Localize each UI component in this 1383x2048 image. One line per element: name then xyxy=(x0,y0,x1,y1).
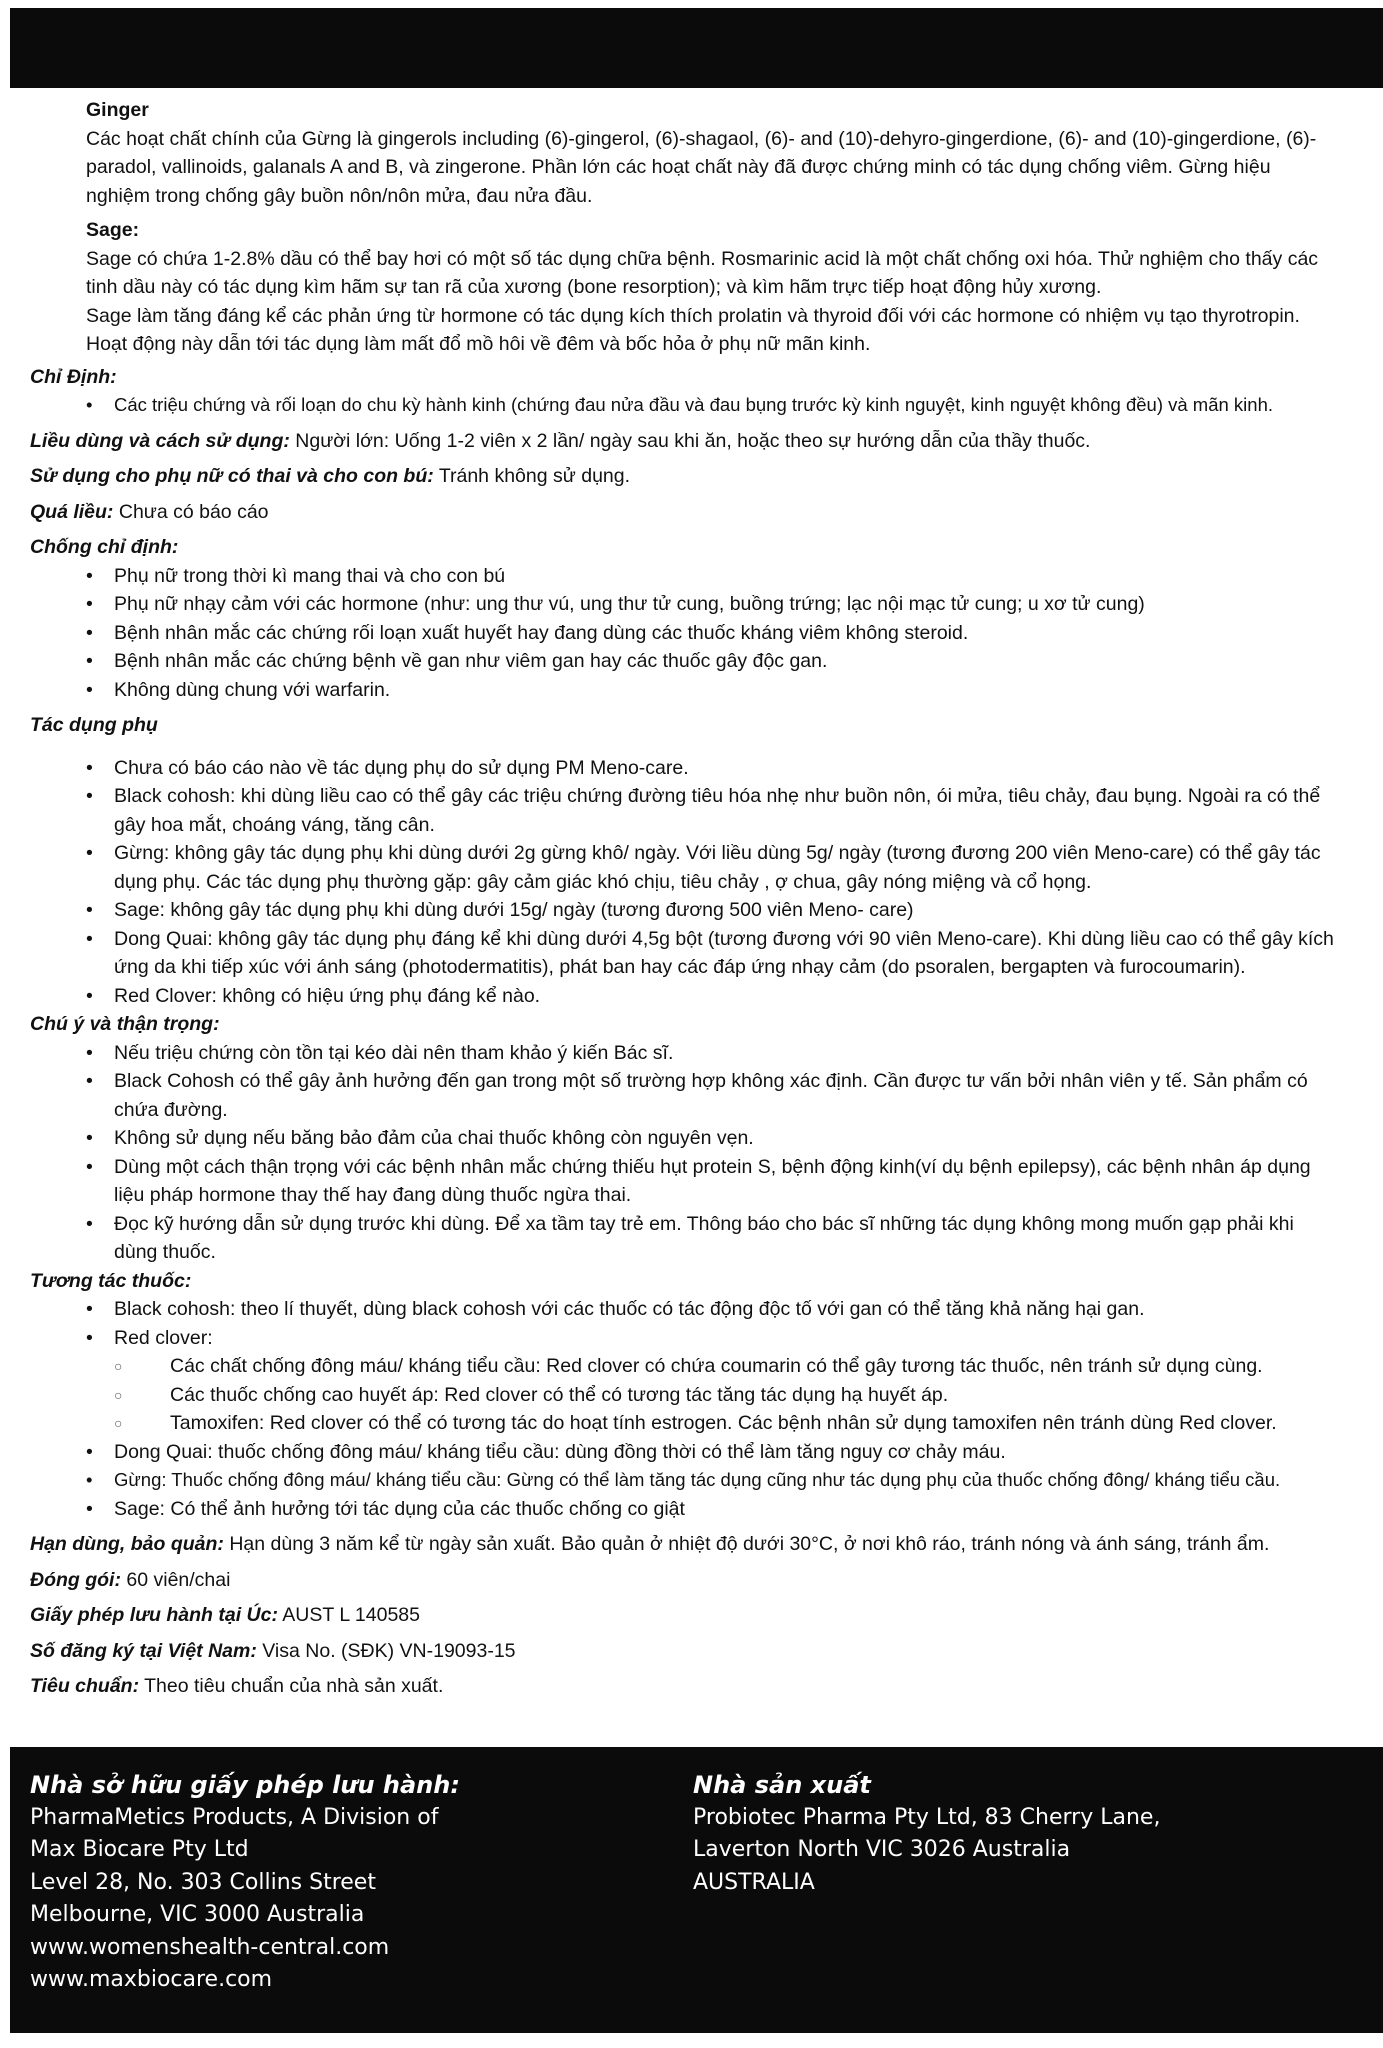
indications-section xyxy=(30,363,1338,420)
section-text: Visa No. (SĐK) VN-19093-15 xyxy=(256,1639,516,1662)
list-item: • Dong Quai: không gây tác dụng phụ đáng kể khi dùng dưới 4,5g bột (tương đương với 90 viên Meno-care). Khi dùng liều cao có thể gây kích ứng da khi tiếp xúc với ánh sáng (photodermatitis), phát ban hay các đáp ứng nhạy cảm (do psoralen, bergapten và furocoumarin). xyxy=(30,925,1338,982)
license-holder-block xyxy=(30,1769,460,1997)
bullet-icon: • xyxy=(86,650,93,672)
storage-section xyxy=(30,1530,1338,1559)
section-label: Đóng gói: xyxy=(30,1568,121,1591)
bullet-icon: • xyxy=(86,1041,93,1064)
list-item: • Red Clover: không có hiệu ứng phụ đáng kể nào. xyxy=(30,982,1338,1011)
ingredient-sage xyxy=(0,216,1383,359)
bullet-icon: • xyxy=(86,678,93,701)
section-heading: Tương tác thuốc: xyxy=(30,1269,192,1292)
list-item: • Chưa có báo cáo nào về tác dụng phụ do sử dụng PM Meno-care. xyxy=(30,754,1338,783)
overdose-section xyxy=(30,498,1338,527)
list-item: • Gừng: Thuốc chống đông máu/ kháng tiểu cầu: Gừng có thể làm tăng tác dụng cũng như tác dụng phụ của thuốc chống đông/ kháng tiểu cầu. xyxy=(30,1466,1338,1495)
section-label: Số đăng ký tại Việt Nam: xyxy=(30,1639,257,1662)
address-line: Level 28, No. 303 Collins Street xyxy=(30,1869,376,1895)
circle-bullet-icon: ○ xyxy=(114,1358,123,1374)
section-text: AUST L 140585 xyxy=(277,1604,420,1626)
ingredient-ginger xyxy=(0,96,1383,210)
list-item: • Black Cohosh có thể gây ảnh hưởng đến gan trong một số trường hợp không xác định. Cần được tư vấn bởi nhân viên y tế. Sản phẩm có chứa đường. xyxy=(30,1067,1338,1124)
list-item: • Sage: Có thể ảnh hưởng tới tác dụng của các thuốc chống co giật xyxy=(30,1495,1338,1524)
circle-bullet-icon: ○ xyxy=(114,1415,123,1431)
list-item: • Nếu triệu chứng còn tồn tại kéo dài nên tham khảo ý kiến Bác sĩ. xyxy=(30,1039,1338,1068)
address-line: Max Biocare Pty Ltd xyxy=(30,1837,249,1862)
section-label: Tiêu chuẩn: xyxy=(30,1675,140,1697)
precautions-section xyxy=(30,1010,1338,1267)
section-text: Theo tiêu chuẩn của nhà sản xuất. xyxy=(139,1675,444,1697)
interactions-list xyxy=(30,1295,1338,1523)
bullet-icon: • xyxy=(86,1155,93,1178)
section-label: Quá liều: xyxy=(30,500,114,523)
dosage-section xyxy=(30,427,1338,456)
section-heading: Chỉ Định: xyxy=(30,365,117,388)
address-line: Melbourne, VIC 3000 Australia xyxy=(30,1902,365,1927)
ingredient-text: Các hoạt chất chính của Gừng là gingerols including (6)-gingerol, (6)-shagaol, (6)- and (10)-dehyro-gingerdione, (6)- and (10)-gingerdione, (6)-paradol, vallinoids, galanals A and B, và zingerone. Phần lớn các hoạt chất này đã được chứng minh có tác dụng chống viêm. Gừng hiệu nghiệm trong chống gây buồn nôn/nôn mửa, đau nửa đầu. xyxy=(86,127,1317,207)
circle-bullet-icon: ○ xyxy=(114,1386,123,1403)
bullet-icon: • xyxy=(86,1326,93,1349)
sub-list-item: ○ Các chất chống đông máu/ kháng tiểu cầu: Red clover có chứa coumarin có thể gây tương tác thuốc, nên tránh sử dụng cùng. xyxy=(30,1352,1338,1381)
list-item: • Black cohosh: khi dùng liều cao có thể gây các triệu chứng đường tiêu hóa nhẹ như buồn nôn, ói mửa, tiêu chảy, đau bụng. Ngoài ra có thể gây hoa mắt, choáng váng, tăng cân. xyxy=(30,782,1338,839)
side-effects-section xyxy=(30,711,1338,1010)
list-item: • Không dùng chung với warfarin. xyxy=(30,676,1338,705)
list-item: • Bệnh nhân mắc các chứng rối loạn xuất huyết hay đang dùng các thuốc kháng viêm không steroid. xyxy=(30,619,1338,648)
bullet-icon: • xyxy=(86,984,93,1007)
indications-list xyxy=(30,391,1338,420)
list-item: • Red clover: ○ Các chất chống đông máu/ kháng tiểu cầu: Red clover có chứa coumarin có thể gây tương tác thuốc, nên tránh sử dụng cùng. ○ Các thuốc chống cao huyết áp: Red clover có thể có tương tác tăng tác dụng hạ huyết áp. ○ Tamoxifen: Red clover có thể có tương tác do hoạt tính estrogen. Các bệnh nhân sử dụng tamoxifen nên tránh dùng Red clover. xyxy=(30,1324,1338,1438)
bullet-icon: • xyxy=(86,785,93,807)
ingredient-text: Sage có chứa 1-2.8% dầu có thể bay hơi có một số tác dụng chữa bệnh. Rosmarinic acid là một chất chống oxi hóa. Thử nghiệm cho thấy các tinh dầu này có tác dụng kìm hãm sự tan rã của xương (bone resorption); và kìm hãm trực tiếp hoạt động hủy xương. xyxy=(86,247,1319,298)
section-label: Hạn dùng, bảo quản: xyxy=(30,1533,224,1555)
sub-list-item: ○ Các thuốc chống cao huyết áp: Red clover có thể có tương tác tăng tác dụng hạ huyết áp. xyxy=(30,1381,1338,1410)
list-item: • Black cohosh: theo lí thuyết, dùng black cohosh với các thuốc có tác động độc tố với gan có thể tăng khả năng hại gan. xyxy=(30,1295,1338,1324)
footer-panel xyxy=(10,1747,1383,2033)
section-text: Người lớn: Uống 1-2 viên x 2 lần/ ngày sau khi ăn, hoặc theo sự hướng dẫn của thầy thuốc. xyxy=(289,429,1091,452)
section-text: Chưa có báo cáo xyxy=(113,500,269,523)
standard-section xyxy=(30,1672,1338,1701)
interactions-section xyxy=(30,1267,1338,1524)
list-item: • Phụ nữ trong thời kì mang thai và cho con bú xyxy=(30,562,1338,591)
bullet-icon: • xyxy=(86,1469,93,1490)
bullet-icon: • xyxy=(86,756,93,779)
address-line: AUSTRALIA xyxy=(693,1869,815,1895)
bullet-icon: • xyxy=(86,593,93,615)
section-label: Sử dụng cho phụ nữ có thai và cho con bú: xyxy=(30,465,434,487)
vn-registration-section xyxy=(30,1637,1338,1666)
address-line: PharmaMetics Products, A Division of xyxy=(30,1804,439,1830)
packaging-section xyxy=(30,1566,1338,1595)
bullet-icon: • xyxy=(86,394,93,415)
section-heading: Chống chỉ định: xyxy=(30,536,179,558)
list-item: • Sage: không gây tác dụng phụ khi dùng dưới 15g/ ngày (tương đương 500 viên Meno- care) xyxy=(30,896,1338,925)
ingredient-text: Sage làm tăng đáng kể các phản ứng từ hormone có tác dụng kích thích prolatin và thyroid đối với các hormone có nhiệm vụ tạo thyrotropin. Hoạt động này dẫn tới tác dụng làm mất đổ mồ hôi về đêm và bốc hỏa ở phụ nữ mãn kinh. xyxy=(86,304,1300,355)
address-line: Probiotec Pharma Pty Ltd, 83 Cherry Lane, xyxy=(693,1804,1161,1830)
manufacturer-block xyxy=(693,1769,1160,1899)
section-heading: Chú ý và thận trọng: xyxy=(30,1013,220,1035)
list-item: • Dùng một cách thận trọng với các bệnh nhân mắc chứng thiếu hụt protein S, bệnh động kinh(ví dụ bệnh epilepsy), các bệnh nhân áp dụng liệu pháp hormone thay thế hay đang dùng thuốc ngừa thai. xyxy=(30,1153,1338,1210)
red-clover-sublist xyxy=(114,1352,1338,1438)
contraindications-section xyxy=(30,533,1338,704)
sub-list-item: ○ Tamoxifen: Red clover có thể có tương tác do hoạt tính estrogen. Các bệnh nhân sử dụng tamoxifen nên tránh dùng Red clover. xyxy=(30,1409,1338,1438)
section-text: Hạn dùng 3 năm kể từ ngày sản xuất. Bảo quản ở nhiệt độ dưới 30°C, ở nơi khô ráo, tránh nóng và ánh sáng, tránh ẩm. xyxy=(223,1533,1270,1555)
precautions-list xyxy=(30,1039,1338,1267)
au-license-section xyxy=(30,1601,1338,1630)
side-effects-list xyxy=(30,754,1338,1011)
contraindications-list xyxy=(30,562,1338,705)
manufacturer-title: Nhà sản xuất xyxy=(693,1771,871,1799)
bullet-icon: • xyxy=(86,1212,93,1235)
website-link[interactable]: www.womenshealth-central.com xyxy=(30,1934,390,1960)
list-item: • Phụ nữ nhạy cảm với các hormone (như: ung thư vú, ung thư tử cung, buồng trứng; lạc nội mạc tử cung; u xơ tử cung) xyxy=(30,590,1338,619)
ingredient-title: Ginger xyxy=(86,99,149,121)
section-label: Liều dùng và cách sử dụng: xyxy=(30,429,290,452)
list-item: • Gừng: không gây tác dụng phụ khi dùng dưới 2g gừng khô/ ngày. Với liều dùng 5g/ ngày (tương đương 200 viên Meno-care) có thể gây tác dụng phụ. Các tác dụng phụ thường gặp: gây cảm giác khó chịu, tiêu chảy , ợ chua, gây nóng miệng và cổ họng. xyxy=(30,839,1338,896)
license-holder-title: Nhà sở hữu giấy phép lưu hành: xyxy=(30,1771,460,1799)
header-bar xyxy=(10,8,1383,88)
bullet-icon: • xyxy=(86,1127,93,1149)
bullet-icon: • xyxy=(86,842,93,864)
bullet-icon: • xyxy=(86,1070,93,1092)
section-label: Giấy phép lưu hành tại Úc: xyxy=(30,1604,278,1626)
bullet-icon: • xyxy=(86,899,93,921)
bullet-icon: • xyxy=(86,564,93,587)
bullet-icon: • xyxy=(86,621,93,644)
section-text: 60 viên/chai xyxy=(120,1568,231,1591)
list-item: • Dong Quai: thuốc chống đông máu/ kháng tiểu cầu: dùng đồng thời có thể làm tăng nguy cơ chảy máu. xyxy=(30,1438,1338,1467)
bullet-icon: • xyxy=(86,1298,93,1320)
address-line: Laverton North VIC 3026 Australia xyxy=(693,1837,1071,1862)
bullet-icon: • xyxy=(86,1440,93,1463)
list-item: • Không sử dụng nếu băng bảo đảm của chai thuốc không còn nguyên vẹn. xyxy=(30,1124,1338,1153)
ingredient-title: Sage: xyxy=(86,219,140,241)
list-item: • Bệnh nhân mắc các chứng bệnh về gan như viêm gan hay các thuốc gây độc gan. xyxy=(30,647,1338,676)
list-item: • Đọc kỹ hướng dẫn sử dụng trước khi dùng. Để xa tầm tay trẻ em. Thông báo cho bác sĩ những tác dụng không mong muốn gạp phải khi dùng thuốc. xyxy=(30,1210,1338,1267)
pregnancy-section xyxy=(30,462,1338,491)
section-heading: Tác dụng phụ xyxy=(30,714,158,736)
website-link[interactable]: www.maxbiocare.com xyxy=(30,1967,273,1992)
bullet-icon: • xyxy=(86,1497,93,1520)
list-item: • Các triệu chứng và rối loạn do chu kỳ hành kinh (chứng đau nửa đầu và đau bụng trước kỳ kinh nguyệt, kinh nguyệt không đều) và mãn kinh. xyxy=(30,391,1338,420)
leaflet-content xyxy=(0,96,1383,1701)
bullet-icon: • xyxy=(86,927,93,950)
section-text: Tránh không sử dụng. xyxy=(433,465,631,487)
